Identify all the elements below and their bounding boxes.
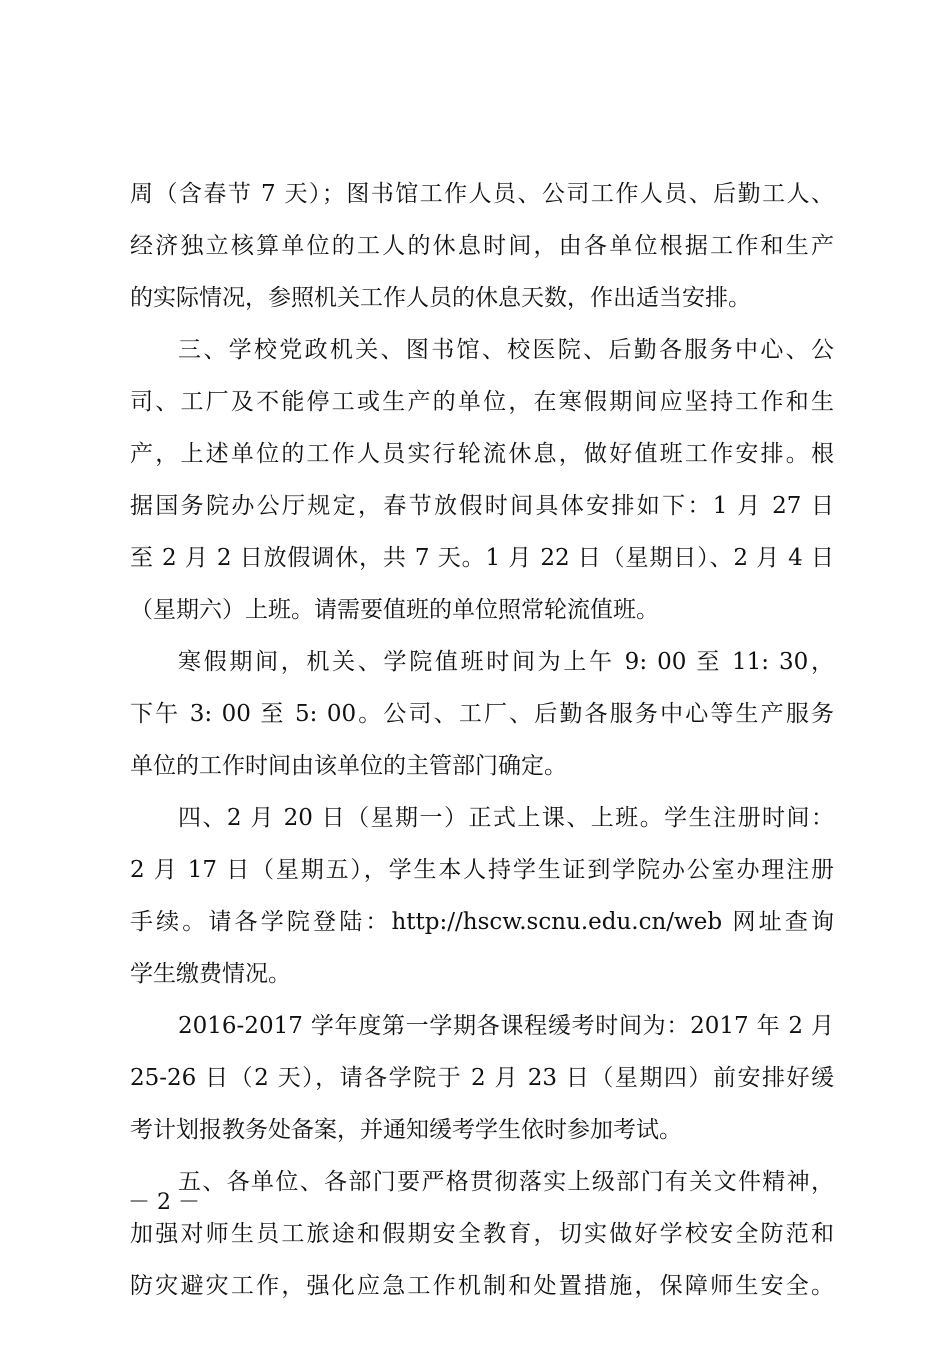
text-line: 25-26 日（2 天），请各学院于 2 月 23 日（星期四）前安排好缓 <box>130 1065 834 1091</box>
text-line: 据国务院办公厅规定，春节放假时间具体安排如下：1 月 27 日 <box>130 493 834 519</box>
text-line: 2 月 17 日（星期五），学生本人持学生证到学院办公室办理注册 <box>130 857 834 883</box>
text-line: 五、各单位、各部门要严格贯彻落实上级部门有关文件精神， <box>178 1169 834 1195</box>
text-line: 的实际情况，参照机关工作人员的休息天数，作出适当安排。 <box>130 285 751 311</box>
document-body <box>130 168 834 1312</box>
text-line: 加强对师生员工旅途和假期安全教育，切实做好学校安全防范和 <box>130 1221 834 1247</box>
text-line: 手续。请各学院登陆：http://hscw.scnu.edu.cn/web 网址查询 <box>130 909 834 935</box>
text-line: 司、工厂及不能停工或生产的单位，在寒假期间应坚持工作和生 <box>130 389 834 415</box>
text-line: 2016-2017 学年度第一学期各课程缓考时间为：2017 年 2 月 <box>178 1013 834 1039</box>
text-line: 寒假期间，机关、学院值班时间为上午 9: 00 至 11: 30， <box>178 649 834 675</box>
text-line: 三、学校党政机关、图书馆、校医院、后勤各服务中心、公 <box>178 337 834 363</box>
text-line: （星期六）上班。请需要值班的单位照常轮流值班。 <box>130 597 659 623</box>
text-line: 考计划报教务处备案，并通知缓考学生依时参加考试。 <box>130 1117 682 1143</box>
text-line: 经济独立核算单位的工人的休息时间，由各单位根据工作和生产 <box>130 233 834 259</box>
text-line: 单位的工作时间由该单位的主管部门确定。 <box>130 753 567 779</box>
text-line: 四、2 月 20 日（星期一）正式上课、上班。学生注册时间： <box>178 805 834 831</box>
text-line: 下午 3: 00 至 5: 00。公司、工厂、后勤各服务中心等生产服务 <box>130 701 834 727</box>
text-line: 至 2 月 2 日放假调休，共 7 天。1 月 22 日（星期日）、2 月 4 日 <box>130 545 834 571</box>
text-line: 学生缴费情况。 <box>130 961 291 987</box>
text-line: 防灾避灾工作，强化应急工作机制和处置措施，保障师生安全。 <box>130 1273 834 1299</box>
page-number: － 2 － <box>128 1190 200 1215</box>
text-line: 周（含春节 7 天）；图书馆工作人员、公司工作人员、后勤工人、 <box>130 181 834 207</box>
text-line: 产，上述单位的工作人员实行轮流休息，做好值班工作安排。根 <box>130 441 834 467</box>
